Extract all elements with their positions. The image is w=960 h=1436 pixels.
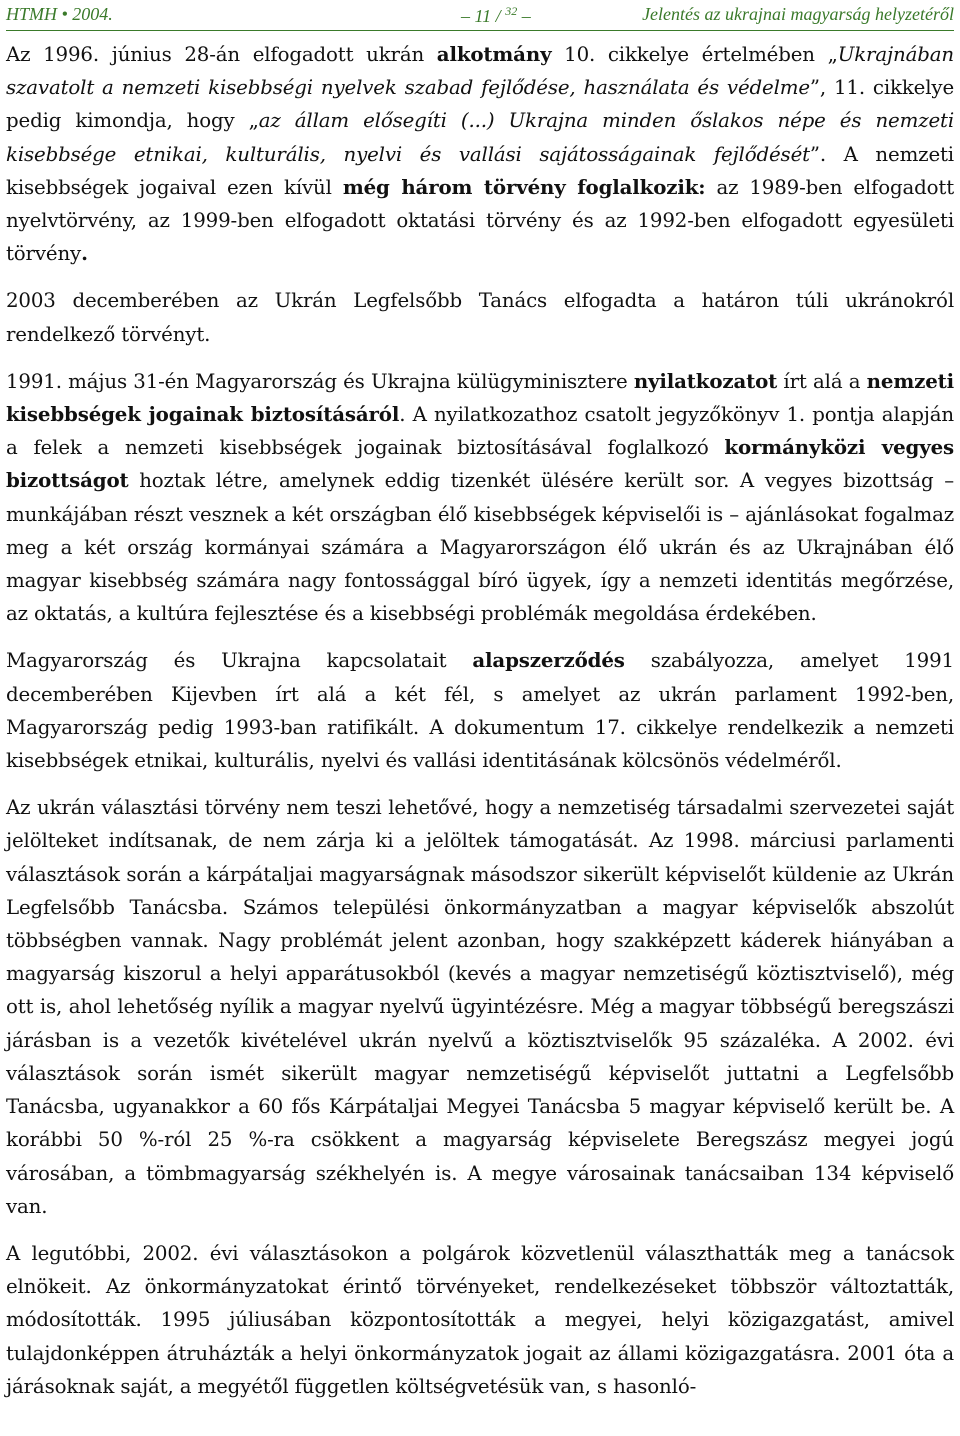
paragraph-constitution	[6, 38, 954, 270]
bold-run: nyilatkozatot	[633, 368, 778, 393]
bold-run: nemzeti kisebbségek jogainak biztosításáról	[6, 368, 954, 427]
header-report-title: Jelentés az ukrajnai magyarság helyzetéről	[642, 4, 954, 24]
bold-run: még három törvény foglalkozik:	[342, 174, 706, 199]
running-header	[6, 4, 954, 28]
header-rule	[6, 30, 954, 31]
text-run: 10. cikkelye értelmében „	[551, 43, 838, 66]
text-run: Magyarország és Ukrajna kapcsolatait	[6, 649, 473, 673]
text-run: ”, 11. cikkelye pedig kimondja, hogy „	[6, 76, 954, 133]
text-run: 1991. május 31-én Magyarország és Ukrajna külügyminisztere	[6, 369, 634, 393]
document-body	[6, 38, 954, 1403]
quote-article-10: Ukrajnában szavatolt a nemzeti kisebbségi nyelvek szabad fejlődése, használata és védelme	[6, 43, 954, 100]
header-page-total: 32	[505, 4, 518, 18]
paragraph-election-law: Az ukrán választási törvény nem teszi lehetővé, hogy a nemzetiség társadalmi szervezetei saját jelölteket indítsanak, de nem zárja ki a jelöltek támogatását. Az 1998. márciusi parlamenti választások során a kárpátaljai magyarságnak másodszor sikerült képviselőt küldenie az Ukrán Legfelsőbb Tanácsba. Számos települési önkormányzatban a magyar képviselők abszolút többségben vannak. Nagy problémát jelent azonban, hogy szakképzett káderek hiányában a magyarság kiszorul a helyi apparátusokból (kevés a magyar nemzetiségű köztisztviselő), még ott is, ahol lehetőség nyílik a magyar nyelvű ügyintézésre. Még a magyar többségű beregszászi járásban is a vezetők kivételével ukrán nyelvű a köztisztviselők 95 százaléka. A 2002. évi választások során ismét sikerült magyar nemzetiségű képviselőt juttatni a Legfelsőbb Tanácsba, ugyanakkor a 60 fős Kárpátaljai Megyei Tanácsba 5 magyar képviselő került be. A korábbi 50 %-ról 25 %-ra csökkent a magyarság képviselete Beregszász megyei jogú városában, a tömbmagyarság székhelyén is. A megye városainak tanácsaiban 134 képviselő van.	[6, 796, 954, 1218]
bold-run: alkotmány	[436, 42, 552, 66]
header-page-current: 11	[474, 6, 492, 26]
text-run: hoztak létre, amelynek eddig tizenkét ülésére került sor. A vegyes bizottság – munkájában részt vesznek a két országban élő kisebbségek képviselői is – ajánlásokat fogalmaz meg a két ország kormányai számára a Magyarországon élő ukrán és az Ukrajnában élő magyar kisebbség számára nagy fontossággal bíró ügyek, így a nemzeti identitás megőrzése, az oktatás, a kultúra fejlesztése és a kisebbségi problémák megoldása érdekében.	[6, 469, 954, 626]
text-run: Az 1996. június 28-án elfogadott ukrán	[6, 43, 437, 66]
text-run: . A nyilatkozathoz csatolt jegyzőkönyv 1. pontja alapján a felek a nemzeti kisebbségek jogainak biztosításával foglalkozó	[6, 403, 954, 460]
text-run: az 1989-ben elfogadott nyelvtörvény, az 1999-ben elfogadott oktatási törvény és az 1992-ben elfogadott egyesületi törvény	[6, 175, 955, 266]
quote-article-11: az állam elősegíti (...) Ukrajna minden őslakos népe és nemzeti kisebbsége etnikai, kulturális, nyelvi és vallási sajátosságainak fejlődését	[6, 109, 955, 166]
paragraph-1991-declaration	[6, 365, 954, 631]
bold-run: kormányközi vegyes bizottságot	[6, 435, 954, 493]
paragraph-basic-treaty	[6, 644, 954, 777]
paragraph-2003-law: 2003 decemberében az Ukrán Legfelsőbb Tanács elfogadta a határon túli ukránokról rendelkező törvényt.	[6, 289, 954, 346]
bold-run: .	[81, 241, 88, 266]
text-run: ”. A nemzeti kisebbségek jogaival ezen kívül	[6, 142, 954, 199]
bold-run: alapszerződés	[472, 648, 625, 673]
paragraph-2002-elections: A legutóbbi, 2002. évi választásokon a polgárok közvetlenül választhatták meg a tanácsok elnökeit. Az önkormányzatokat érintő törvényeket, rendelkezéseket többször változtatták, módosították. 1995 júliusában központosították a megyei, helyi közigazgatást, amivel tulajdonképpen átruházták a helyi önkormányzatok jogait az állami közigazgatásra. 2001 óta a járásoknak saját, a megyétől független költségvetésük van, s hasonló-	[6, 1241, 954, 1398]
text-run: szabályozza, amelyet 1991 decemberében Kijevben írt alá a két fél, s amelyet az ukrán parlament 1992-ben, Magyarország pedig 1993-ban ratifikált. A dokumentum 17. cikkelye rendelkezik a nemzeti kisebbségek etnikai, kulturális, nyelvi és vallási identitásának kölcsönös védelméről.	[6, 649, 954, 773]
header-publication: HTMH • 2004.	[6, 4, 113, 24]
header-page-number: – 11 / $^{32}$ –	[461, 4, 531, 26]
text-run: írt alá a	[777, 369, 867, 393]
